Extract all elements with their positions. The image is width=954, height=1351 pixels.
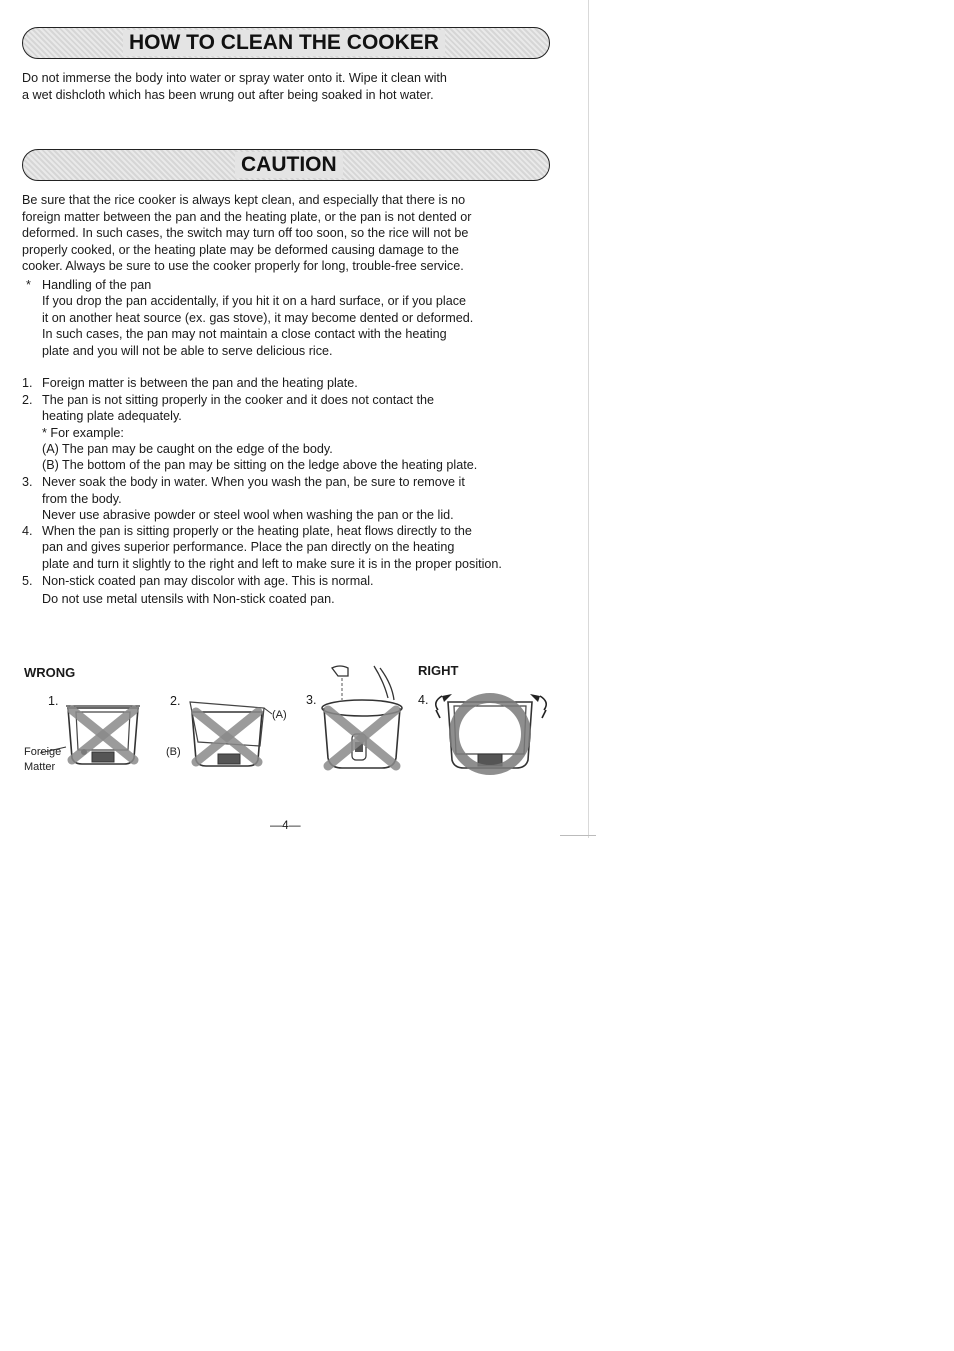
figure-2-pan-misaligned — [184, 700, 270, 772]
caution-intro — [22, 192, 472, 275]
item-line: Never use abrasive powder or steel wool when washing the pan or the lid. — [42, 508, 454, 522]
item-line: When the pan is sitting properly or the heating plate, heat flows directly to the — [42, 524, 472, 538]
bullet-line: If you drop the pan accidentally, if you hit it on a hard surface, or if you place — [42, 294, 466, 308]
foreign-matter-label-1: Foreige — [24, 746, 62, 758]
figure-3-body-under-tap — [318, 664, 408, 774]
bullet-marker: * — [26, 278, 31, 292]
item-line: * For example: — [42, 426, 124, 440]
label-b: (B) — [166, 746, 181, 758]
clean-paragraph — [22, 70, 447, 103]
caution-title: CAUTION — [235, 152, 343, 178]
bullet-heading: Handling of the pan — [42, 278, 152, 292]
item-number: 1. — [22, 376, 33, 390]
bullet-line: plate and you will not be able to serve delicious rice. — [42, 343, 333, 358]
intro-line: Be sure that the rice cooker is always kept clean, and especially that there is no — [22, 193, 466, 207]
item-line: Non-stick coated pan may discolor with age. This is normal. — [42, 574, 374, 588]
figure-2-number: 2. — [170, 694, 181, 708]
figure-3-number: 3. — [306, 693, 317, 707]
wrong-label: WRONG — [24, 665, 76, 680]
clean-banner — [22, 27, 550, 59]
bullet-line: it on another heat source (ex. gas stove), it may become dented or deformed. — [42, 310, 474, 325]
caution-banner — [22, 149, 550, 181]
intro-line: cooker. Always be sure to use the cooker properly for long, trouble-free service. — [22, 259, 464, 274]
item-line: plate and turn it slightly to the right and left to make sure it is in the proper position. — [42, 557, 502, 571]
item-number: 5. — [22, 574, 33, 588]
clean-line: a wet dishcloth which has been wrung out after being soaked in hot water. — [22, 87, 434, 102]
foreign-matter-leader-line — [40, 745, 68, 757]
bullet-line: In such cases, the pan may not maintain a close contact with the heating — [42, 327, 447, 342]
figure-4-pan-seated-correctly — [428, 688, 554, 776]
item-line: (B) The bottom of the pan may be sitting on the ledge above the heating plate. — [42, 458, 478, 472]
item-number: 2. — [22, 393, 33, 407]
item-line: (A) The pan may be caught on the edge of the body. — [42, 442, 333, 456]
item-line: Never soak the body in water. When you wash the pan, be sure to remove it — [42, 475, 465, 489]
figure-1-foreign-matter — [62, 700, 144, 772]
foreign-matter-label-2: Matter — [24, 761, 56, 773]
item-line: from the body. — [42, 492, 122, 506]
label-a: (A) — [272, 709, 287, 721]
item-line: pan and gives superior performance. Place the pan directly on the heating — [42, 540, 455, 554]
item-line: Do not use metal utensils with Non-stick coated pan. — [42, 592, 335, 606]
intro-line: properly cooked, or the heating plate may be deformed causing damage to the — [22, 242, 459, 257]
intro-line: deformed. In such cases, the switch may turn off too soon, so the rice will not be — [22, 226, 469, 241]
intro-line: foreign matter between the pan and the heating plate, or the pan is not dented or — [22, 209, 472, 224]
scan-bottom-edge — [560, 835, 596, 836]
figure-4-number: 4. — [418, 693, 429, 707]
item-line: The pan is not sitting properly in the cooker and it does not contact the — [42, 393, 435, 407]
clean-title: HOW TO CLEAN THE COOKER — [123, 30, 445, 56]
item-line: Foreign matter is between the pan and the heating plate. — [42, 376, 358, 390]
clean-line: Do not immerse the body into water or spray water onto it. Wipe it clean with — [22, 71, 447, 85]
item-number: 3. — [22, 475, 33, 489]
figure-1-number: 1. — [48, 694, 59, 708]
item-number: 4. — [22, 524, 33, 538]
bullet-body — [42, 293, 473, 359]
right-label: RIGHT — [418, 663, 459, 678]
scan-page-edge — [588, 0, 589, 838]
page-number: —4— — [270, 818, 301, 832]
item-line: heating plate adequately. — [42, 409, 182, 423]
